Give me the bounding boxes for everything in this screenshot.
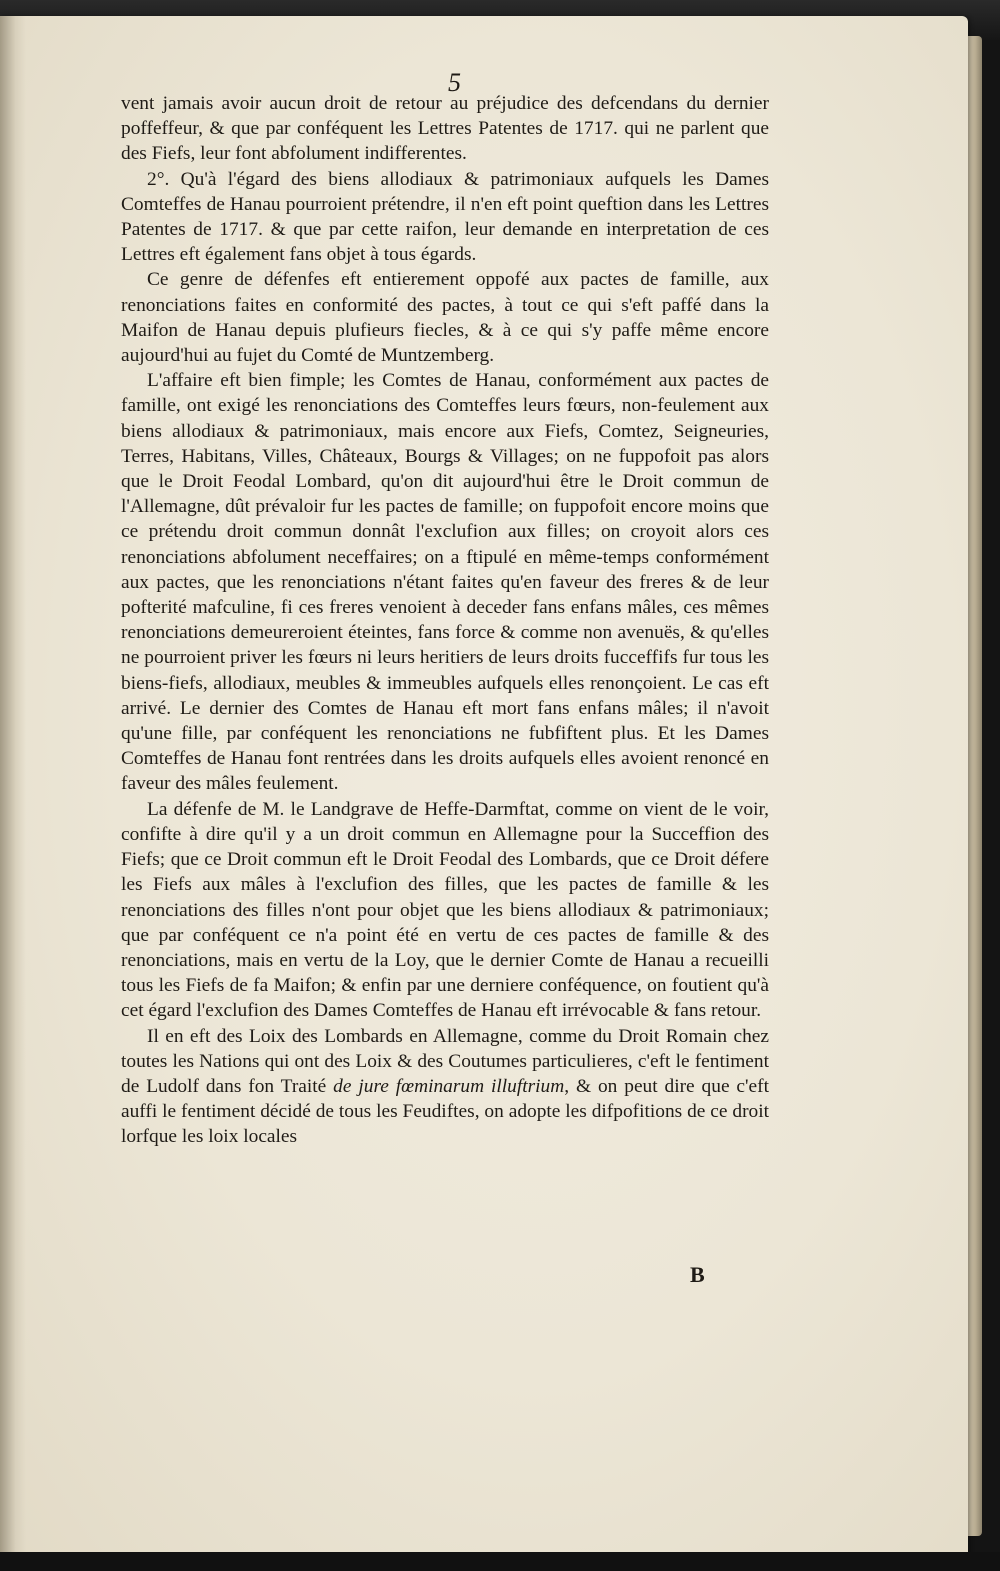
paragraph-6-text-end: , & on peut dire que c'eft auffi le fentiment décidé de tous les Feudiftes, on adopte les difpofitions de ce droit lorfque les loix locales [121,1075,769,1148]
paragraph-6-italic-title: de jure fœminarum illuftrium [333,1075,565,1097]
paragraph-4: L'affaire eft bien fimple; les Comtes de Hanau, conformément aux pactes de famille, ont exigé les renonciations des Comteffes leurs fœurs, non-feulement aux biens allodiaux & patrimoniaux, mais encore aux Fiefs, Comtez, Seigneuries, Terres, Habitans, Villes, Châteaux, Bourgs & Villages; on ne fuppofoit pas alors que le Droit Feodal Lombard, qu'on dit aujourd'hui être le Droit commun de l'Allemagne, dût prévaloir fur les pactes de famille; on fuppofoit encore moins que ce prétendu droit commun donnât l'exclufion aux filles; on croyoit alors ces renonciations abfolument neceffaires; on a ftipulé en même-temps conformément aux pactes, que les renonciations n'étant faites qu'en faveur des freres & de leur pofterité mafculine, fi ces freres venoient à deceder fans enfans mâles, ces mêmes renonciations demeureroient éteintes, fans force & comme non avenuës, & qu'elles ne pourroient priver les fœurs ni leurs heritiers de leurs droits fucceffifs fur tous les biens-fiefs, allodiaux, meubles & immeubles aufquels elles renonçoient. Le cas eft arrivé. Le dernier des Comtes de Hanau eft mort fans enfans mâles; il n'avoit qu'une fille, par conféquent les renonciations ne fubfiftent plus. Et les Dames Comteffes de Hanau font rentrées dans les droits aufquels elles avoient renoncé en faveur des mâles feulement. [121,370,769,795]
paragraph-6-text-start: Il en eft des Loix des Lombards en Allemagne, comme du Droit Romain chez toutes les Nations qui ont des Loix & des Coutumes particulieres, c'eft le fentiment de Ludolf dans fon Traité [121,1025,769,1097]
bottom-shadow [0,1552,1000,1571]
paragraph-5: La défenfe de M. le Landgrave de Heffe-Darmftat, comme on vient de le voir, confifte à dire qu'il y a un droit commun en Allemagne pour la Succeffion des Fiefs; que ce Droit commun eft le Droit Feodal des Lombards, que ce Droit défere les Fiefs aux mâles à l'exclufion des filles, que les pactes de famille & les renonciations des filles n'ont pour objet que les biens allodiaux & patrimoniaux; que par conféquent ce n'a point été en vertu de ces pactes de famille & des renonciations, mais en vertu de la Loy, que le dernier Comte de Hanau a recueilli tous les Fiefs de fa Maifon; & enfin par une derniere conféquence, on foutient qu'à cet égard l'exclufion des Dames Comteffes de Hanau eft irrévocable & fans retour. [121,798,769,1022]
paragraph-1: vent jamais avoir aucun droit de retour au préjudice des defcendans du dernier poffeffeur, & que par conféquent les Lettres Patentes de 1717. qui ne parlent que des Fiefs, leur font abfolument indifferentes. [121,93,769,165]
body-text [121,91,769,1150]
paragraph-3: Ce genre de défenfes eft entierement oppofé aux pactes de famille, aux renonciations faites en conformité des pactes, à tout ce qui s'eft paffé dans la Maifon de Hanau depuis plufieurs fiecles, & à ce qui s'y paffe même encore aujourd'hui au fujet du Comté de Muntzemberg. [121,269,769,367]
binding-fold [0,16,26,1562]
paragraph-6 [121,1024,769,1150]
signature-mark: B [690,1262,705,1287]
page-number: 5 [448,68,461,97]
paragraph-2: 2°. Qu'à l'égard des biens allodiaux & patrimoniaux aufquels les Dames Comteffes de Hanau pourroient prétendre, il n'en eft point queftion dans les Lettres Patentes de 1717. & que par cette raifon, leur demande en interpretation de ces Lettres eft également fans objet à tous égards. [121,168,769,266]
